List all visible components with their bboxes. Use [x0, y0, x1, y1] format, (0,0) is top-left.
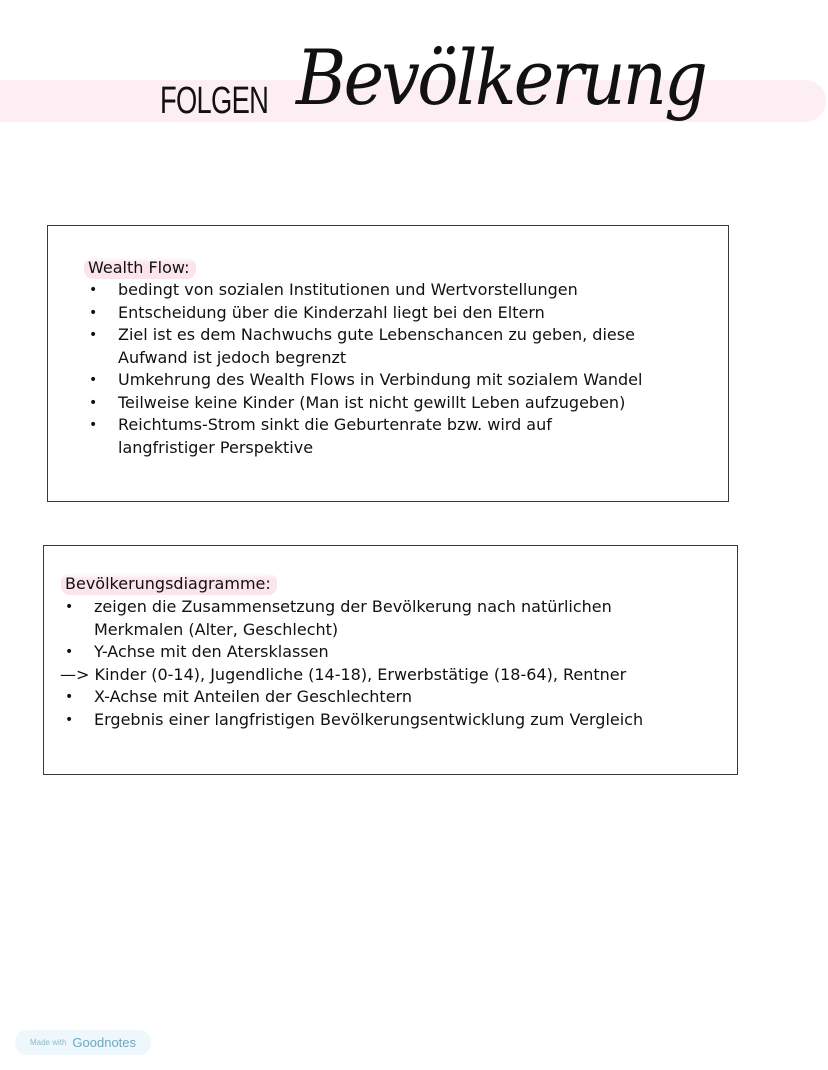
- list-item: • Umkehrung des Wealth Flows in Verbindung mit sozialem Wandel: [84, 369, 704, 392]
- bullet-icon: •: [89, 372, 98, 388]
- arrow-list-item: —> Kinder (0-14), Jugendliche (14-18), Erwerbstätige (18-64), Rentner: [60, 664, 627, 684]
- list-item: • Entscheidung über die Kinderzahl liegt bei den Eltern: [84, 302, 704, 325]
- bullet-icon: •: [89, 282, 98, 298]
- wealth-flow-heading: Wealth Flow:: [84, 257, 196, 279]
- list-item: • Ziel ist es dem Nachwuchs gute Lebenschancen zu geben, diese: [84, 324, 704, 347]
- list-item: • bedingt von sozialen Institutionen und Wertvorstellungen: [84, 279, 704, 302]
- bullet-icon: •: [89, 417, 98, 433]
- list-item: • Ergebnis einer langfristigen Bevölkerungsentwicklung zum Vergleich: [60, 709, 720, 732]
- bullet-icon: •: [89, 304, 98, 321]
- list-item: • Teilweise keine Kinder (Man ist nicht gewillt Leben aufzugeben): [84, 392, 704, 415]
- list-item: • zeigen die Zusammensetzung der Bevölkerung nach natürlichen: [60, 596, 720, 619]
- bullet-icon: •: [65, 689, 74, 705]
- population-diagrams-box: [43, 545, 738, 775]
- title-prefix: FOLGEN: [160, 80, 269, 122]
- list-item-continuation: langfristiger Perspektive: [118, 437, 314, 457]
- population-diagrams-heading: Bevölkerungsdiagramme:: [61, 573, 277, 595]
- made-with-goodnotes-badge: [15, 1030, 151, 1055]
- wealth-flow-box: [47, 225, 729, 502]
- list-item: • Y-Achse mit den Atersklassen: [60, 641, 720, 664]
- bullet-icon: •: [65, 711, 74, 728]
- bullet-icon: •: [89, 394, 98, 411]
- population-diagrams-list: [60, 596, 720, 731]
- list-item: • X-Achse mit Anteilen der Geschlechtern: [60, 686, 720, 709]
- goodnotes-brand: Goodnotes: [72, 1035, 137, 1050]
- wealth-flow-list: [84, 279, 704, 459]
- list-item: • Reichtums-Strom sinkt die Geburtenrate bzw. wird auf: [84, 414, 704, 437]
- page-title: Bevölkerung: [296, 33, 706, 122]
- bullet-icon: •: [65, 599, 74, 615]
- list-item-continuation: Merkmalen (Alter, Geschlecht): [94, 619, 339, 639]
- made-with-label: Made with: [29, 1038, 67, 1047]
- bullet-icon: •: [65, 644, 74, 660]
- bullet-icon: •: [89, 327, 98, 343]
- list-item-continuation: Aufwand ist jedoch begrenzt: [118, 347, 347, 367]
